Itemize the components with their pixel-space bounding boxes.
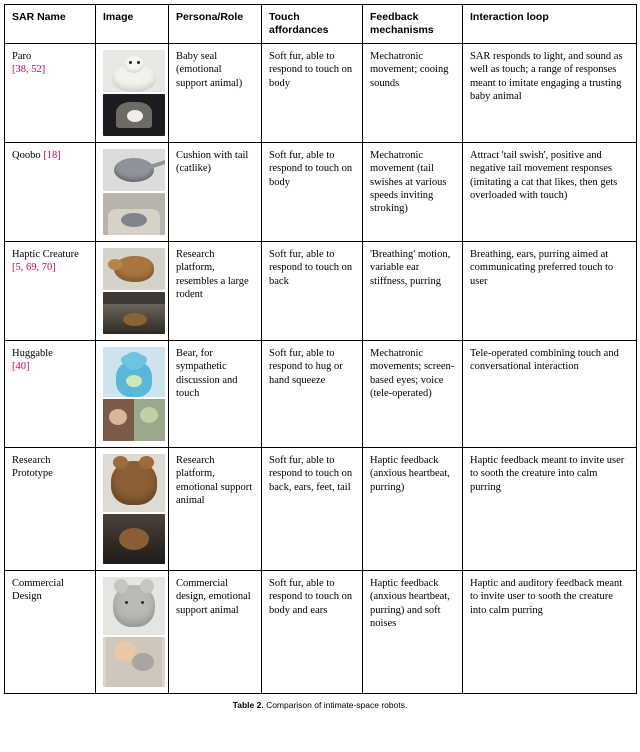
cell-feedback-mechanisms: Mechatronic movements; screen-based eyes; voice (tele-operated): [363, 341, 463, 448]
image-stack: [103, 149, 162, 235]
cell-interaction-loop: Breathing, ears, purring aimed at communicating preferred touch to user: [463, 242, 637, 341]
cell-interaction-loop: SAR responds to light, and sound as well as touch; a range of responses meant to imitate engaging a trusting baby animal: [463, 44, 637, 143]
cell-interaction-loop: Tele-operated combining touch and conversational interaction: [463, 341, 637, 448]
cell-interaction-loop: Haptic feedback meant to invite user to sooth the creature into calm purring: [463, 448, 637, 571]
research-prototype-in-hands-photo: [103, 514, 165, 564]
table-row: [5, 242, 637, 341]
column-header-interaction-loop: Interaction loop: [463, 5, 637, 44]
table-row: [5, 341, 637, 448]
comparison-table: [4, 4, 637, 694]
table-row: [5, 44, 637, 143]
cell-sar-name: [5, 143, 96, 242]
paro-white-seal-robot-photo: [103, 50, 165, 92]
huggable-held-by-child-photo: [103, 399, 165, 441]
cell-touch-affordances: Soft fur, able to respond to touch on back, ears, feet, tail: [262, 448, 363, 571]
cell-touch-affordances: Soft fur, able to respond to touch on body and ears: [262, 571, 363, 694]
haptic-creature-brown-robot-photo: [103, 248, 165, 290]
sar-name-citation: [38, 52]: [12, 64, 46, 76]
paro-seal-held-by-person-photo: [103, 94, 165, 136]
table-caption: [4, 700, 636, 710]
image-stack: [103, 347, 162, 441]
cell-touch-affordances: Soft fur, able to respond to touch on body: [262, 143, 363, 242]
cell-feedback-mechanisms: Mechatronic movement (tail swishes at various speeds inviting stroking): [363, 143, 463, 242]
cell-sar-name: [5, 44, 96, 143]
table-row: [5, 571, 637, 694]
cell-persona-role: Research platform, resembles a large rodent: [169, 242, 262, 341]
commercial-design-grey-creature-photo: [103, 577, 165, 635]
cell-image: [96, 242, 169, 341]
table-row: [5, 143, 637, 242]
cell-feedback-mechanisms: Haptic feedback (anxious heartbeat, purring): [363, 448, 463, 571]
commercial-design-held-by-child-photo: [103, 637, 165, 687]
table-row: [5, 448, 637, 571]
cell-feedback-mechanisms: 'Breathing' motion, variable ear stiffness, purring: [363, 242, 463, 341]
sar-name-text: Huggable: [12, 348, 53, 360]
cell-persona-role: Research platform, emotional support animal: [169, 448, 262, 571]
column-header-persona-role: Persona/Role: [169, 5, 262, 44]
research-prototype-furry-creature-photo: [103, 454, 165, 512]
cell-sar-name: [5, 448, 96, 571]
cell-image: [96, 571, 169, 694]
sar-name-text: Paro: [12, 51, 32, 63]
cell-persona-role: Baby seal (emotional support animal): [169, 44, 262, 143]
cell-image: [96, 44, 169, 143]
cell-sar-name: [5, 571, 96, 694]
sar-name-citation: [18]: [43, 150, 61, 162]
cell-touch-affordances: Soft fur, able to respond to touch on back: [262, 242, 363, 341]
cell-persona-role: Bear, for sympathetic discussion and touch: [169, 341, 262, 448]
sar-name-text: Commercial Design: [12, 578, 64, 603]
image-stack: [103, 577, 162, 687]
table-header: [5, 5, 637, 44]
sar-name-text: Qoobo: [12, 150, 41, 162]
cell-interaction-loop: Haptic and auditory feedback meant to invite user to sooth the creature into calm purring: [463, 571, 637, 694]
sar-name-citation: [5, 69, 70]: [12, 262, 56, 274]
cell-image: [96, 448, 169, 571]
qoobo-grey-cushion-robot-photo: [103, 149, 165, 191]
column-header-image: Image: [96, 5, 169, 44]
table-caption-label: Table 2.: [232, 700, 264, 711]
cell-touch-affordances: Soft fur, able to respond to touch on body: [262, 44, 363, 143]
cell-persona-role: Cushion with tail (catlike): [169, 143, 262, 242]
table-caption-text: Comparison of intimate-space robots.: [266, 700, 408, 711]
qoobo-on-lap-photo: [103, 193, 165, 235]
haptic-creature-on-table-photo: [103, 292, 165, 334]
cell-image: [96, 143, 169, 242]
table-header-row: [5, 5, 637, 44]
cell-sar-name: [5, 341, 96, 448]
column-header-touch-affordances: Touch affordances: [262, 5, 363, 44]
sar-name-citation: [40]: [12, 361, 30, 373]
image-stack: [103, 248, 162, 334]
sar-name-text: Research Prototype: [12, 455, 53, 480]
table-body: [5, 44, 637, 694]
image-stack: [103, 454, 162, 564]
cell-feedback-mechanisms: Haptic feedback (anxious heartbeat, purring) and soft noises: [363, 571, 463, 694]
cell-persona-role: Commercial design, emotional support animal: [169, 571, 262, 694]
huggable-blue-teddy-bear-photo: [103, 347, 165, 397]
image-stack: [103, 50, 162, 136]
sar-name-text: Haptic Creature: [12, 249, 79, 261]
cell-touch-affordances: Soft fur, able to respond to hug or hand squeeze: [262, 341, 363, 448]
column-header-sar-name: SAR Name: [5, 5, 96, 44]
column-header-feedback-mechanisms: Feedback mechanisms: [363, 5, 463, 44]
cell-sar-name: [5, 242, 96, 341]
cell-feedback-mechanisms: Mechatronic movement; cooing sounds: [363, 44, 463, 143]
cell-image: [96, 341, 169, 448]
cell-interaction-loop: Attract 'tail swish', positive and negative tail movement responses (imitating a cat that likes, then gets overloaded with touch): [463, 143, 637, 242]
